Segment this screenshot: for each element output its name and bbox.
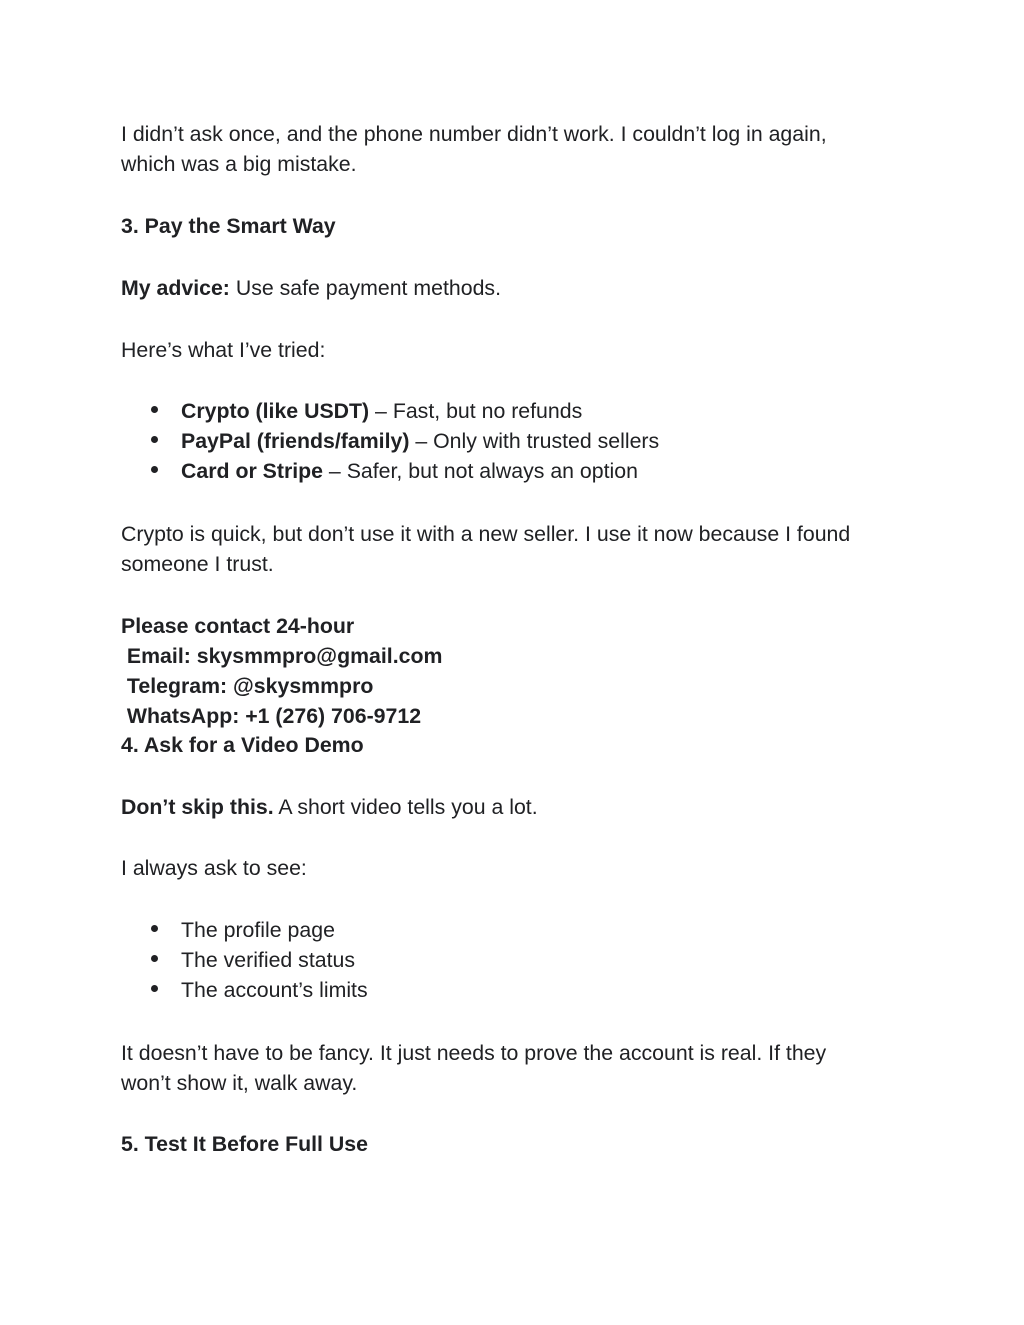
- intro-line-1: I didn’t ask once, and the phone number didn’t work. I couldn’t log in again,: [121, 122, 827, 146]
- contact-title: Please contact 24-hour: [121, 614, 355, 638]
- video-note-line-1: It doesn’t have to be fancy. It just needs to prove the account is real. If they: [121, 1041, 827, 1065]
- list-item: The profile page: [181, 918, 335, 942]
- video-note-line-2: won’t show it, walk away.: [121, 1071, 358, 1095]
- intro-line-2: which was a big mistake.: [121, 152, 357, 176]
- bullet-icon: [151, 456, 161, 466]
- list-item: Crypto (like USDT) – Fast, but no refunds: [181, 399, 583, 423]
- section5-heading: 5. Test It Before Full Use: [121, 1132, 368, 1156]
- list-item: PayPal (friends/family) – Only with trusted sellers: [181, 429, 660, 453]
- list-item: Card or Stripe – Safer, but not always an option: [181, 459, 638, 483]
- crypto-note-line-2: someone I trust.: [121, 552, 274, 576]
- bullet-icon: [151, 945, 161, 955]
- bullet-icon: [151, 975, 161, 985]
- advice-paragraph: [121, 273, 501, 303]
- crypto-note-line-1: Crypto is quick, but don’t use it with a new seller. I use it now because I found: [121, 522, 851, 546]
- list-item: The verified status: [181, 948, 356, 972]
- tried-paragraph: Here’s what I’ve tried:: [121, 338, 326, 362]
- advice-text: Use safe payment methods.: [229, 276, 501, 300]
- bullet-icon: [151, 915, 161, 925]
- video-lead-paragraph: Don’t skip this. A short video tells you a lot.: [121, 795, 538, 819]
- contact-telegram: Telegram: @skysmmpro: [121, 674, 374, 698]
- ask-paragraph: I always ask to see:: [121, 856, 307, 880]
- section4-heading: 4. Ask for a Video Demo: [121, 733, 364, 757]
- advice-label: My advice:: [121, 276, 230, 300]
- bullet-icon: [151, 396, 161, 406]
- section3-heading: 3. Pay the Smart Way: [121, 214, 336, 238]
- bullet-icon: [151, 426, 161, 436]
- list-item: The account’s limits: [181, 978, 368, 1002]
- contact-email: Email: skysmmpro@gmail.com: [121, 644, 443, 668]
- contact-whatsapp: WhatsApp: +1 (276) 706-9712: [121, 704, 422, 728]
